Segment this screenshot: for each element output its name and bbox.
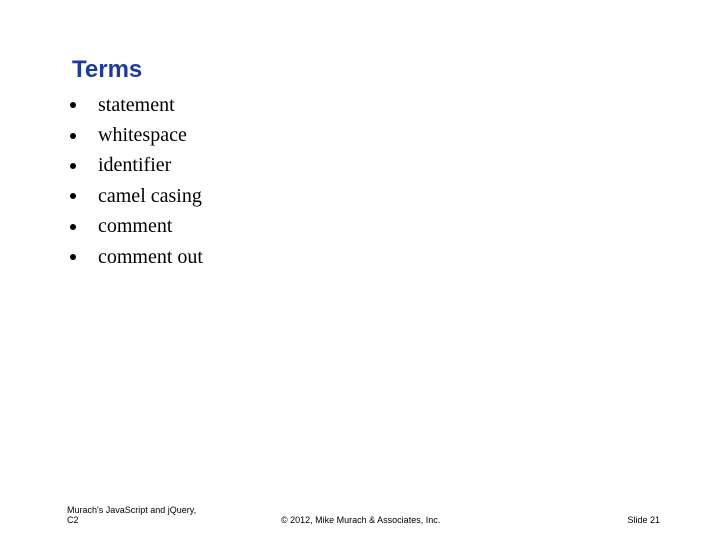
bullet-icon (70, 224, 76, 230)
bullet-icon (70, 193, 76, 199)
footer-slide-number: Slide 21 (627, 515, 660, 525)
bullet-icon (70, 163, 76, 169)
list-item (66, 181, 203, 211)
list-item (66, 90, 203, 120)
list-item (66, 120, 203, 150)
footer-book-line2: C2 (67, 515, 79, 525)
list-item (66, 212, 203, 242)
term-text: comment (98, 215, 173, 238)
bullet-icon (70, 254, 76, 260)
term-text: identifier (98, 154, 172, 177)
term-text: comment out (98, 245, 203, 268)
bullet-icon (70, 102, 76, 108)
terms-list (66, 90, 203, 272)
footer-book-title (67, 505, 227, 525)
slide-title: Terms (72, 56, 143, 83)
bullet-icon (70, 133, 76, 139)
term-text: whitespace (98, 124, 187, 147)
footer-book-line1: Murach's JavaScript and jQuery, (67, 505, 197, 515)
list-item (66, 151, 203, 181)
term-text: camel casing (98, 184, 202, 207)
list-item (66, 242, 203, 272)
footer-copyright: © 2012, Mike Murach & Associates, Inc. (281, 515, 441, 525)
term-text: statement (98, 93, 175, 116)
